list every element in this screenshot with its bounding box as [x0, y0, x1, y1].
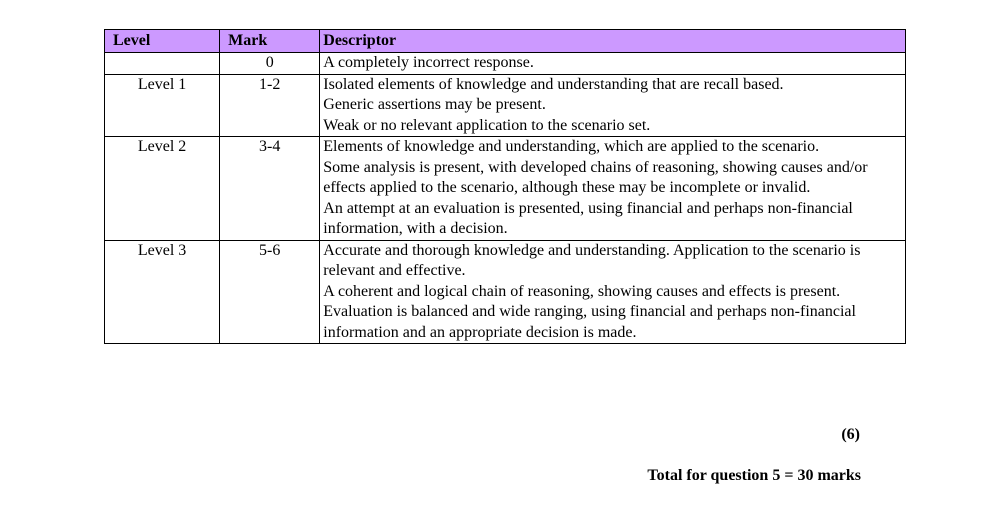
- descriptor-line: An attempt at an evaluation is presented, using financial and perhaps non-financial information, with a decision.: [323, 199, 853, 237]
- question-mark-total: (6): [841, 426, 860, 443]
- mark-cell: 1-2: [220, 74, 320, 137]
- level-cell: [105, 53, 220, 75]
- descriptor-line: A coherent and logical chain of reasoning, showing causes and effects is present.: [323, 282, 841, 300]
- level-cell: Level 2: [105, 137, 220, 241]
- descriptor-line: Isolated elements of knowledge and understanding that are recall based.: [323, 75, 784, 93]
- table-row: [105, 74, 906, 137]
- table-row: [105, 137, 906, 241]
- mark-cell: 0: [220, 53, 320, 75]
- descriptor-line: Some analysis is present, with developed chains of reasoning, showing causes and/or effects applied to the scenario, although these may be incomplete or invalid.: [323, 158, 868, 196]
- header-level: Level: [105, 30, 220, 53]
- descriptor-cell: [320, 53, 906, 75]
- header-descriptor: Descriptor: [320, 30, 906, 53]
- descriptor-cell: [320, 240, 906, 344]
- descriptor-line: Generic assertions may be present.: [323, 96, 546, 113]
- mark-scheme-table: [104, 29, 906, 344]
- descriptor-cell: [320, 74, 906, 137]
- level-cell: Level 1: [105, 74, 220, 137]
- mark-cell: 3-4: [220, 137, 320, 241]
- descriptor-line: Weak or no relevant application to the scenario set.: [323, 116, 651, 134]
- level-cell: Level 3: [105, 240, 220, 344]
- descriptor-line: Elements of knowledge and understanding, which are applied to the scenario.: [323, 138, 820, 155]
- mark-cell: 5-6: [220, 240, 320, 344]
- table-row: [105, 240, 906, 344]
- header-mark: Mark: [220, 30, 320, 53]
- descriptor-line: Accurate and thorough knowledge and understanding. Application to the scenario is relevant and effective.: [323, 241, 861, 279]
- question-total: Total for question 5 = 30 marks: [647, 467, 861, 484]
- table-header-row: [105, 30, 906, 53]
- table-row: [105, 53, 906, 75]
- descriptor-line: Evaluation is balanced and wide ranging, using financial and perhaps non-financial information and an appropriate decision is made.: [323, 303, 856, 341]
- descriptor-cell: [320, 137, 906, 241]
- descriptor-line: A completely incorrect response.: [323, 54, 534, 71]
